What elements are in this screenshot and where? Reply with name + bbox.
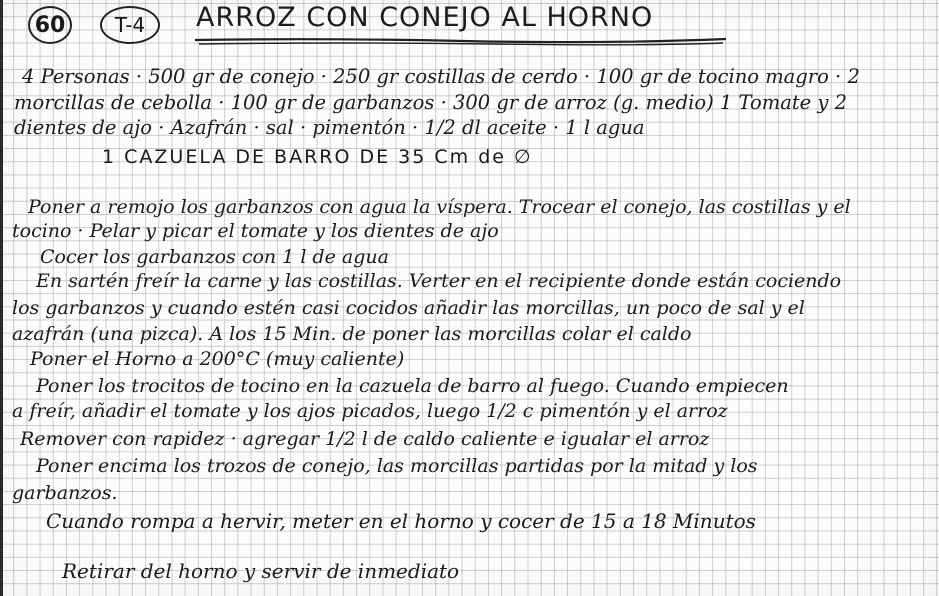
- step-line: garbanzos.: [12, 482, 118, 504]
- step-line: Cuando rompa a hervir, meter en el horno y cocer de 15 a 18 Minutos: [46, 509, 756, 533]
- step-line: a freír, añadir el tomate y los ajos picados, luego 1/2 c pimentón y el arroz: [12, 400, 728, 422]
- step-line: Poner los trocitos de tocino en la cazuela de barro al fuego. Cuando empiecen: [36, 375, 789, 397]
- title-underline: [193, 36, 728, 46]
- recipe-title: ARROZ CON CONEJO AL HORNO: [196, 2, 654, 33]
- step-line: azafrán (una pizca). A los 15 Min. de poner las morcillas colar el caldo: [12, 323, 692, 345]
- step-line: los garbanzos y cuando estén casi cocidos añadir las morcillas, un poco de sal y el: [12, 297, 805, 319]
- recipe-number-text: 60: [34, 12, 66, 38]
- step-line: Cocer los garbanzos con 1 l de agua: [40, 246, 389, 268]
- step-line: Poner a remojo los garbanzos con agua la víspera. Trocear el conejo, las costillas y el: [28, 196, 851, 218]
- ingredient-line: 4 Personas · 500 gr de conejo · 250 gr costillas de cerdo · 100 gr de tocino magro · 2: [22, 65, 860, 88]
- recipe-number-badge: [28, 6, 72, 44]
- utensil-line: 1 CAZUELA DE BARRO DE 35 Cm de ∅: [102, 146, 533, 168]
- step-line: En sartén freír la carne y las costillas. Verter en el recipiente donde están cociendo: [36, 270, 842, 292]
- step-line: Remover con rapidez · agregar 1/2 l de caldo caliente e igualar el arroz: [20, 428, 710, 450]
- page-edge-line: [0, 0, 3, 596]
- category-tag-badge: [100, 6, 160, 44]
- step-line: Retirar del horno y servir de inmediato: [62, 559, 460, 583]
- step-line: Poner el Horno a 200°C (muy caliente): [30, 348, 405, 370]
- ingredient-line: morcillas de cebolla · 100 gr de garbanzos · 300 gr de arroz (g. medio) 1 Tomate y 2: [14, 91, 848, 114]
- step-line: Poner encima los trozos de conejo, las morcillas partidas por la mitad y los: [36, 455, 758, 477]
- category-tag-text: T-4: [114, 13, 146, 37]
- ingredient-line: dientes de ajo · Azafrán · sal · pimentón · 1/2 dl aceite · 1 l agua: [14, 116, 645, 139]
- step-line: tocino · Pelar y picar el tomate y los dientes de ajo: [12, 220, 499, 242]
